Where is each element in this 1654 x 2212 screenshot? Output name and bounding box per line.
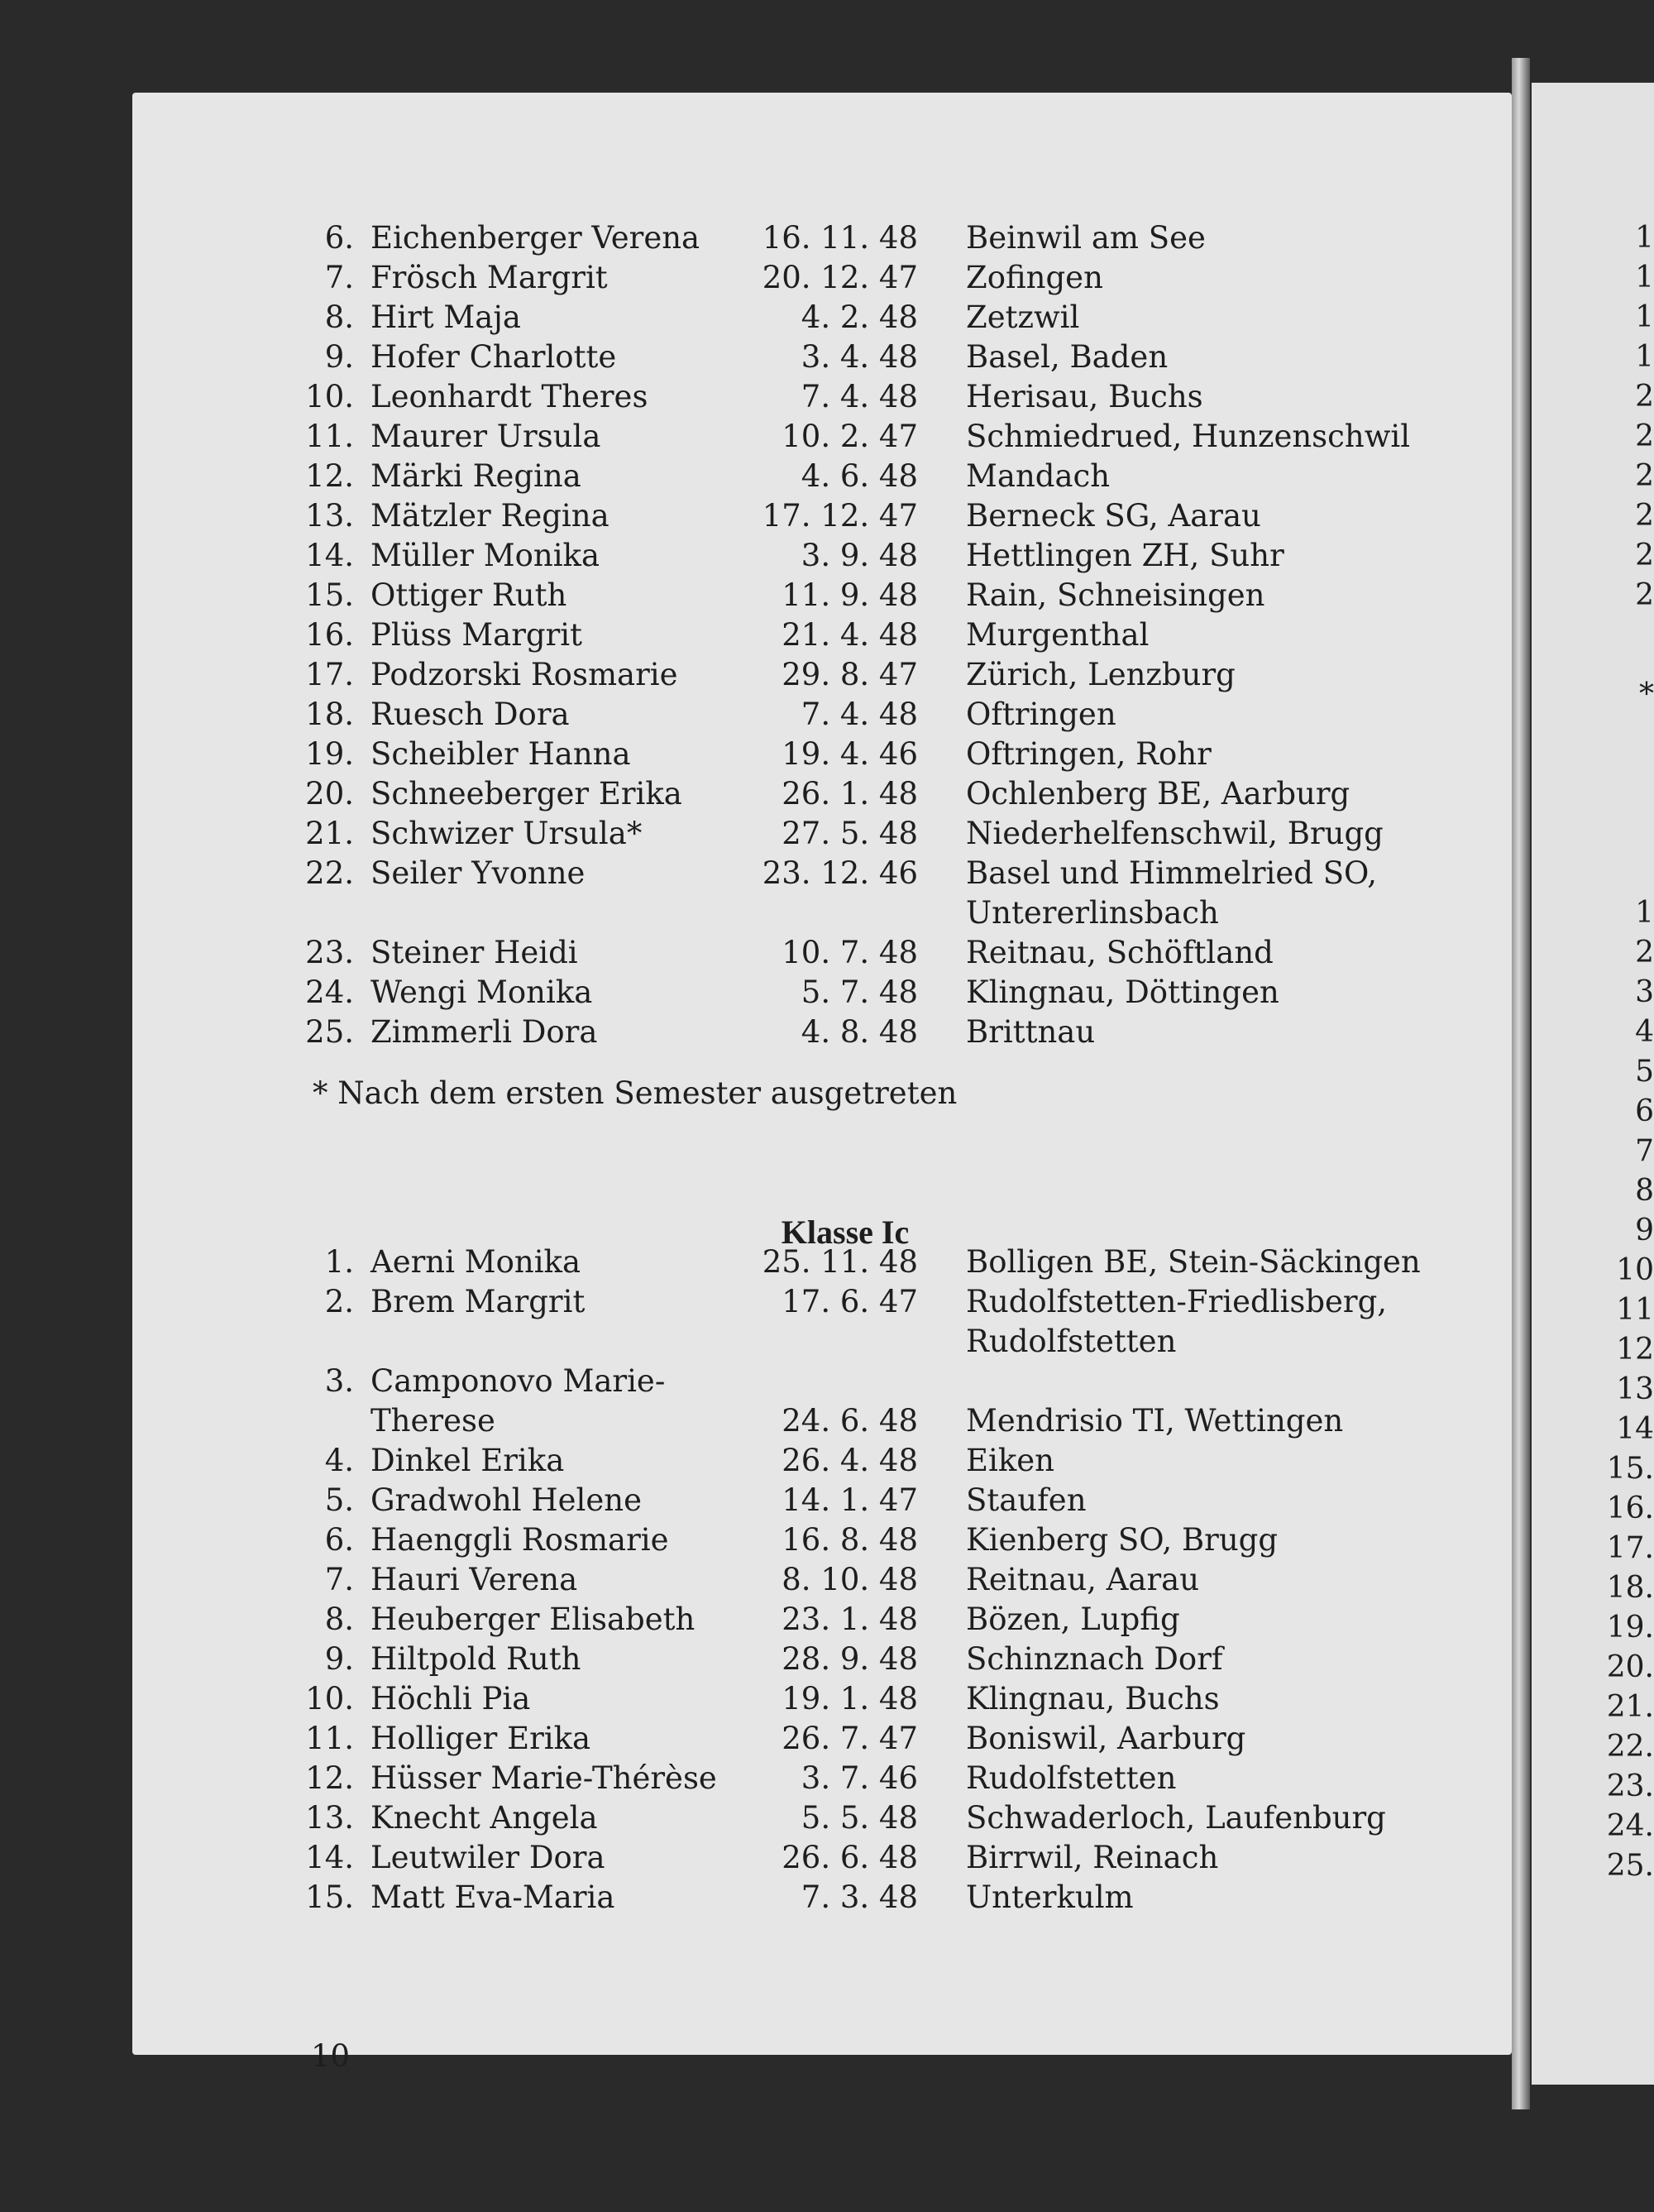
row-number: 11. bbox=[305, 1721, 354, 1756]
row-number: 13. bbox=[305, 498, 354, 534]
birth-date: 5. 7. 48 bbox=[801, 974, 918, 1010]
adjacent-page-text: 1 bbox=[1635, 896, 1654, 930]
birth-date: 23. 1. 48 bbox=[782, 1602, 918, 1637]
student-name: Aerni Monika bbox=[370, 1244, 581, 1280]
table-row bbox=[0, 1441, 1654, 1481]
table-row bbox=[0, 695, 1654, 735]
adjacent-page-text: 21. bbox=[1606, 1690, 1654, 1724]
home-place: Herisau, Buchs bbox=[966, 379, 1203, 414]
student-name: Hofer Charlotte bbox=[370, 339, 617, 375]
birth-date: 19. 4. 46 bbox=[782, 736, 918, 772]
adjacent-page-text: 11 bbox=[1616, 1293, 1654, 1327]
table-row bbox=[0, 338, 1654, 377]
adjacent-page-text: 20. bbox=[1606, 1650, 1654, 1684]
table-row bbox=[0, 298, 1654, 338]
row-number: 17. bbox=[305, 657, 354, 692]
home-place: Rudolfstetten bbox=[966, 1324, 1177, 1359]
page-number: 10 bbox=[311, 2038, 351, 2074]
table-row bbox=[0, 1362, 1654, 1401]
row-number: 24. bbox=[305, 974, 354, 1010]
adjacent-page-text: 6 bbox=[1635, 1094, 1654, 1128]
student-name: Leonhardt Theres bbox=[370, 379, 648, 414]
birth-date: 4. 2. 48 bbox=[801, 299, 918, 335]
student-name: Ruesch Dora bbox=[370, 697, 570, 732]
table-row bbox=[0, 1282, 1654, 1322]
table-row bbox=[0, 1322, 1654, 1362]
student-name: Hüsser Marie-Thérèse bbox=[370, 1760, 717, 1796]
adjacent-page-text: 1 bbox=[1635, 300, 1654, 334]
table-row bbox=[0, 1719, 1654, 1759]
birth-date: 16. 8. 48 bbox=[782, 1522, 918, 1558]
table-row bbox=[0, 258, 1654, 298]
student-name: Höchli Pia bbox=[370, 1681, 531, 1716]
table-row bbox=[0, 1520, 1654, 1560]
table-row bbox=[0, 1838, 1654, 1878]
birth-date: 10. 7. 48 bbox=[782, 935, 918, 970]
home-place: Untererlinsbach bbox=[966, 895, 1219, 931]
birth-date: 20. 12. 47 bbox=[762, 260, 918, 295]
birth-date: 26. 7. 47 bbox=[782, 1721, 918, 1756]
student-name: Matt Eva-Maria bbox=[370, 1879, 615, 1915]
row-number: 14. bbox=[305, 538, 354, 573]
table-row bbox=[0, 1481, 1654, 1520]
row-number: 9. bbox=[324, 339, 354, 375]
row-number: 9. bbox=[324, 1641, 354, 1677]
student-name: Hirt Maja bbox=[370, 299, 521, 335]
home-place: Zürich, Lenzburg bbox=[966, 657, 1236, 692]
adjacent-page-text: 2 bbox=[1635, 459, 1654, 493]
home-place: Basel und Himmelried SO, bbox=[966, 855, 1377, 891]
adjacent-page-text: 2 bbox=[1635, 936, 1654, 970]
home-place: Bolligen BE, Stein-Säckingen bbox=[966, 1244, 1421, 1280]
adjacent-page-text: 13 bbox=[1616, 1372, 1654, 1406]
home-place: Boniswil, Aarburg bbox=[966, 1721, 1246, 1756]
row-number: 8. bbox=[324, 1602, 354, 1637]
student-name: Maurer Ursula bbox=[370, 419, 601, 454]
home-place: Ochlenberg BE, Aarburg bbox=[966, 776, 1350, 812]
student-name: Hauri Verena bbox=[370, 1562, 578, 1597]
row-number: 11. bbox=[305, 419, 354, 454]
student-name: Schneeberger Erika bbox=[370, 776, 682, 812]
table-row bbox=[0, 1242, 1654, 1282]
home-place: Rudolfstetten-Friedlisberg, bbox=[966, 1284, 1388, 1319]
home-place: Mandach bbox=[966, 458, 1111, 494]
adjacent-page-text: 12 bbox=[1616, 1333, 1654, 1367]
student-name: Frösch Margrit bbox=[370, 260, 608, 295]
home-place: Hettlingen ZH, Suhr bbox=[966, 538, 1284, 573]
adjacent-page-text: 8 bbox=[1635, 1174, 1654, 1208]
table-row bbox=[0, 735, 1654, 774]
section-title: Klasse Ic bbox=[781, 1214, 910, 1251]
birth-date: 5. 5. 48 bbox=[801, 1800, 918, 1836]
table-row bbox=[0, 218, 1654, 258]
row-number: 3. bbox=[324, 1363, 354, 1399]
home-place: Mendrisio TI, Wettingen bbox=[966, 1403, 1344, 1439]
student-name: Gradwohl Helene bbox=[370, 1482, 642, 1518]
birth-date: 28. 9. 48 bbox=[782, 1641, 918, 1677]
adjacent-page-text: 1 bbox=[1635, 221, 1654, 255]
home-place: Zofingen bbox=[966, 260, 1103, 295]
birth-date: 25. 11. 48 bbox=[762, 1244, 918, 1280]
row-number: 23. bbox=[305, 935, 354, 970]
home-place: Unterkulm bbox=[966, 1879, 1134, 1915]
student-name: Scheibler Hanna bbox=[370, 736, 631, 772]
row-number: 13. bbox=[305, 1800, 354, 1836]
table-row bbox=[0, 1401, 1654, 1441]
table-row bbox=[0, 1798, 1654, 1838]
adjacent-page-text: * bbox=[1639, 677, 1654, 711]
home-place: Klingnau, Buchs bbox=[966, 1681, 1220, 1716]
student-name: Schwizer Ursula* bbox=[370, 816, 643, 851]
row-number: 18. bbox=[305, 697, 354, 732]
student-name: Haenggli Rosmarie bbox=[370, 1522, 669, 1558]
table-row bbox=[0, 854, 1654, 893]
adjacent-page-text: 24. bbox=[1606, 1809, 1654, 1843]
birth-date: 26. 6. 48 bbox=[782, 1840, 918, 1875]
table-row bbox=[0, 576, 1654, 615]
birth-date: 21. 4. 48 bbox=[782, 617, 918, 653]
student-name: Müller Monika bbox=[370, 538, 600, 573]
table-row bbox=[0, 655, 1654, 695]
student-name: Plüss Margrit bbox=[370, 617, 583, 653]
birth-date: 4. 8. 48 bbox=[801, 1014, 918, 1050]
birth-date: 29. 8. 47 bbox=[782, 657, 918, 692]
table-row bbox=[0, 1679, 1654, 1719]
home-place: Basel, Baden bbox=[966, 339, 1169, 375]
adjacent-page-text: 18. bbox=[1606, 1571, 1654, 1605]
adjacent-page-text: 2 bbox=[1635, 539, 1654, 572]
adjacent-page-text: 7 bbox=[1635, 1134, 1654, 1168]
table-row bbox=[0, 1878, 1654, 1918]
row-number: 16. bbox=[305, 617, 354, 653]
home-place: Rudolfstetten bbox=[966, 1760, 1177, 1796]
footnote: * Nach dem ersten Semester ausgetreten bbox=[313, 1075, 958, 1111]
student-name: Camponovo Marie- bbox=[370, 1363, 666, 1399]
adjacent-page-text: 17. bbox=[1606, 1531, 1654, 1565]
home-place: Brittnau bbox=[966, 1014, 1096, 1050]
birth-date: 10. 2. 47 bbox=[782, 419, 918, 454]
student-name: Therese bbox=[370, 1403, 495, 1439]
birth-date: 27. 5. 48 bbox=[782, 816, 918, 851]
birth-date: 3. 4. 48 bbox=[801, 339, 918, 375]
home-place: Zetzwil bbox=[966, 299, 1080, 335]
birth-date: 26. 1. 48 bbox=[782, 776, 918, 812]
table-row bbox=[0, 774, 1654, 814]
table-row bbox=[0, 496, 1654, 536]
home-place: Rain, Schneisingen bbox=[966, 577, 1265, 613]
home-place: Reitnau, Aarau bbox=[966, 1562, 1200, 1597]
student-name: Ottiger Ruth bbox=[370, 577, 567, 613]
adjacent-page-text: 15. bbox=[1606, 1452, 1654, 1486]
adjacent-page-text: 2 bbox=[1635, 499, 1654, 533]
adjacent-page-text: 10 bbox=[1616, 1253, 1654, 1287]
student-name: Leutwiler Dora bbox=[370, 1840, 605, 1875]
student-name: Zimmerli Dora bbox=[370, 1014, 598, 1050]
home-place: Berneck SG, Aarau bbox=[966, 498, 1261, 534]
home-place: Murgenthal bbox=[966, 617, 1150, 653]
row-number: 2. bbox=[324, 1284, 354, 1319]
home-place: Staufen bbox=[966, 1482, 1087, 1518]
row-number: 12. bbox=[305, 458, 354, 494]
home-place: Kienberg SO, Brugg bbox=[966, 1522, 1279, 1558]
row-number: 10. bbox=[305, 1681, 354, 1716]
student-name: Märki Regina bbox=[370, 458, 581, 494]
table-row bbox=[0, 1640, 1654, 1679]
student-name: Heuberger Elisabeth bbox=[370, 1602, 696, 1637]
birth-date: 11. 9. 48 bbox=[782, 577, 918, 613]
birth-date: 16. 11. 48 bbox=[762, 220, 918, 256]
student-name: Steiner Heidi bbox=[370, 935, 578, 970]
birth-date: 8. 10. 48 bbox=[782, 1562, 918, 1597]
table-row bbox=[0, 615, 1654, 655]
birth-date: 4. 6. 48 bbox=[801, 458, 918, 494]
adjacent-page-text: 25. bbox=[1606, 1849, 1654, 1883]
adjacent-page-text: 16. bbox=[1606, 1491, 1654, 1525]
home-place: Oftringen bbox=[966, 697, 1116, 732]
table-row bbox=[0, 893, 1654, 933]
table-row bbox=[0, 973, 1654, 1013]
home-place: Birrwil, Reinach bbox=[966, 1840, 1219, 1875]
student-name: Knecht Angela bbox=[370, 1800, 598, 1836]
adjacent-page-text: 14 bbox=[1616, 1412, 1654, 1446]
student-name: Holliger Erika bbox=[370, 1721, 591, 1756]
student-name: Wengi Monika bbox=[370, 974, 593, 1010]
adjacent-page-text: 23. bbox=[1606, 1769, 1654, 1803]
birth-date: 17. 6. 47 bbox=[782, 1284, 918, 1319]
row-number: 15. bbox=[305, 577, 354, 613]
adjacent-page-text: 5 bbox=[1635, 1055, 1654, 1089]
row-number: 12. bbox=[305, 1760, 354, 1796]
student-name: Hiltpold Ruth bbox=[370, 1641, 581, 1677]
birth-date: 3. 7. 46 bbox=[801, 1760, 918, 1796]
adjacent-page-text: 3 bbox=[1635, 975, 1654, 1009]
table-row bbox=[0, 377, 1654, 417]
home-place: Eiken bbox=[966, 1443, 1054, 1478]
student-name: Seiler Yvonne bbox=[370, 855, 586, 891]
birth-date: 7. 3. 48 bbox=[801, 1879, 918, 1915]
home-place: Klingnau, Döttingen bbox=[966, 974, 1279, 1010]
adjacent-page-text: 2 bbox=[1635, 380, 1654, 414]
student-name: Brem Margrit bbox=[370, 1284, 586, 1319]
home-place: Beinwil am See bbox=[966, 220, 1206, 256]
home-place: Schwaderloch, Laufenburg bbox=[966, 1800, 1386, 1836]
row-number: 14. bbox=[305, 1840, 354, 1875]
row-number: 1. bbox=[324, 1244, 354, 1280]
home-place: Niederhelfenschwil, Brugg bbox=[966, 816, 1384, 851]
birth-date: 26. 4. 48 bbox=[782, 1443, 918, 1478]
row-number: 10. bbox=[305, 379, 354, 414]
student-name: Dinkel Erika bbox=[370, 1443, 565, 1478]
row-number: 25. bbox=[305, 1014, 354, 1050]
table-row bbox=[0, 417, 1654, 457]
adjacent-page-text: 22. bbox=[1606, 1730, 1654, 1764]
birth-date: 23. 12. 46 bbox=[762, 855, 918, 891]
row-number: 8. bbox=[324, 299, 354, 335]
row-number: 15. bbox=[305, 1879, 354, 1915]
student-name: Mätzler Regina bbox=[370, 498, 609, 534]
birth-date: 24. 6. 48 bbox=[782, 1403, 918, 1439]
birth-date: 17. 12. 47 bbox=[762, 498, 918, 534]
row-number: 4. bbox=[324, 1443, 354, 1478]
student-name: Eichenberger Verena bbox=[370, 220, 700, 256]
home-place: Schmiedrued, Hunzenschwil bbox=[966, 419, 1411, 454]
row-number: 20. bbox=[305, 776, 354, 812]
row-number: 21. bbox=[305, 816, 354, 851]
row-number: 7. bbox=[324, 260, 354, 295]
adjacent-page-text: 19. bbox=[1606, 1611, 1654, 1645]
table-row bbox=[0, 457, 1654, 496]
home-place: Schinznach Dorf bbox=[966, 1641, 1223, 1677]
adjacent-page-text: 9 bbox=[1635, 1214, 1654, 1247]
table-row bbox=[0, 1759, 1654, 1798]
adjacent-page-text: 2 bbox=[1635, 419, 1654, 453]
birth-date: 19. 1. 48 bbox=[782, 1681, 918, 1716]
table-row bbox=[0, 536, 1654, 576]
home-place: Reitnau, Schöftland bbox=[966, 935, 1274, 970]
row-number: 7. bbox=[324, 1562, 354, 1597]
table-row bbox=[0, 1560, 1654, 1600]
adjacent-page-text: 1 bbox=[1635, 340, 1654, 374]
table-row bbox=[0, 1013, 1654, 1052]
row-number: 19. bbox=[305, 736, 354, 772]
table-row bbox=[0, 1600, 1654, 1640]
adjacent-page-text: 1 bbox=[1635, 261, 1654, 294]
birth-date: 3. 9. 48 bbox=[801, 538, 918, 573]
birth-date: 7. 4. 48 bbox=[801, 697, 918, 732]
row-number: 6. bbox=[324, 220, 354, 256]
adjacent-page-text: 4 bbox=[1635, 1015, 1654, 1049]
adjacent-page-text: 2 bbox=[1635, 578, 1654, 612]
row-number: 22. bbox=[305, 855, 354, 891]
row-number: 5. bbox=[324, 1482, 354, 1518]
home-place: Oftringen, Rohr bbox=[966, 736, 1212, 772]
row-number: 6. bbox=[324, 1522, 354, 1558]
student-name: Podzorski Rosmarie bbox=[370, 657, 678, 692]
table-row bbox=[0, 814, 1654, 854]
birth-date: 7. 4. 48 bbox=[801, 379, 918, 414]
table-row bbox=[0, 933, 1654, 973]
home-place: Bözen, Lupfig bbox=[966, 1602, 1180, 1637]
birth-date: 14. 1. 47 bbox=[782, 1482, 918, 1518]
